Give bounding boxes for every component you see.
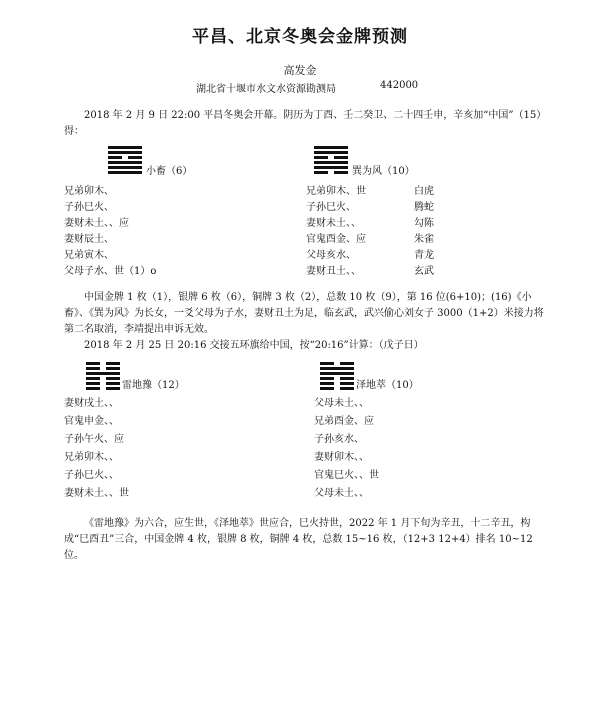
hex4-line-5: 官鬼巳火、、世 — [314, 470, 379, 481]
hex1-line-1: 兄弟卯木、 — [64, 186, 114, 197]
hex2-god-6: 玄武 — [414, 266, 434, 277]
yang-line-3 — [86, 372, 120, 375]
hex1-line-3: 妻财未土、、应 — [64, 218, 129, 229]
result-paragraph-2018: 中国金牌 1 枚（1），银牌 6 枚（6），铜牌 3 枚（2），总数 10 枚（9），第 16 位(6+10)；(16)《小畜》、《巽为风》为长女，一爻父母为子水，妻财丑土为足，临玄武，武兴偷心刘女子 3000（1+2）米接力将第二名取消，李靖提出申诉无效。 — [64, 292, 544, 335]
yang-line-1 — [314, 146, 348, 149]
hex1-line-4: 妻财辰土、 — [64, 234, 114, 245]
hex2-god-1: 白虎 — [414, 186, 434, 197]
hex2-god-4: 朱雀 — [414, 234, 434, 245]
yang-line-5 — [314, 166, 348, 169]
hex2-line-3: 妻财未土、、 — [306, 218, 361, 229]
author-affiliation: 湖北省十堰市水文水资源勘测局 — [196, 84, 336, 95]
article-title: 平昌、北京冬奥会金牌预测 — [192, 27, 408, 47]
hex3-line-2: 官鬼申金、、 — [64, 416, 119, 427]
hex4-line-4: 妻财卯木、、 — [314, 452, 369, 463]
hex3-line-3: 子孙午火、应 — [64, 434, 124, 445]
yin-line-1 — [320, 362, 354, 365]
hexagram-zedicui-symbol — [320, 362, 354, 392]
hexagram-xiaoxu-symbol — [108, 146, 142, 176]
hexagram-xiaoxu-name: 小畜（6） — [146, 166, 193, 177]
yang-line-5 — [108, 166, 142, 169]
yin-line-5 — [320, 382, 354, 385]
postal-code: 442000 — [380, 80, 419, 91]
yin-line-6 — [314, 171, 348, 174]
yin-line-6 — [320, 387, 354, 390]
hex2-line-4: 官鬼酉金、应 — [306, 234, 366, 245]
hex1-line-5: 兄弟寅木、 — [64, 250, 114, 261]
hex4-line-1: 父母未土、、 — [314, 398, 369, 409]
forecast-paragraph-2022: 《雷地豫》为六合，应生世，《泽地萃》世应合，巳火持世，2022 年 1 月下旬为辛丑，十二辛丑，构成“巳酉丑”三合，中国金牌 4 枚，银牌 8 枚，铜牌 4 枚，总数 15~16 枚，（12+3 12+4）排名 10~12 位。 — [64, 518, 533, 561]
yang-line-4 — [314, 161, 348, 164]
yang-line-6 — [108, 171, 142, 174]
yang-line-2 — [320, 367, 354, 370]
hex2-line-6: 妻财丑土、、 — [306, 266, 361, 277]
yang-line-2 — [314, 151, 348, 154]
hexagram-leidiyu-name: 雷地豫（12） — [122, 380, 185, 391]
hex3-line-1: 妻财戌土、、 — [64, 398, 119, 409]
yin-line-4 — [320, 377, 354, 380]
yang-line-1 — [108, 146, 142, 149]
hex4-line-3: 子孙亥水、 — [314, 434, 364, 445]
hex3-line-5: 子孙巳火、、 — [64, 470, 119, 481]
hex2-line-1: 兄弟卯木、世 — [306, 186, 366, 197]
intro-paragraph: 2018 年 2 月 9 日 22:00 平昌冬奥会开幕。阴历为丁酉、壬二癸卫、二十四壬申，辛亥加“中国”（15）得： — [64, 110, 542, 137]
yin-line-1 — [86, 362, 120, 365]
hex4-line-2: 兄弟酉金、应 — [314, 416, 374, 427]
hex1-line-6: 父母子水、世（1）o — [64, 266, 157, 277]
yang-line-3 — [320, 372, 354, 375]
yin-line-4 — [86, 377, 120, 380]
hex2-god-5: 青龙 — [414, 250, 434, 261]
yin-line-2 — [86, 367, 120, 370]
yang-line-4 — [108, 161, 142, 164]
hex3-line-4: 兄弟卯木、、 — [64, 452, 119, 463]
hex2-line-2: 子孙巳火、 — [306, 202, 356, 213]
hexagram-xunweifeng-symbol — [314, 146, 348, 176]
yin-line-6 — [86, 387, 120, 390]
yin-line-3 — [108, 156, 142, 159]
yin-line-5 — [86, 382, 120, 385]
yang-line-2 — [108, 151, 142, 154]
hex4-line-6: 父母未土、、 — [314, 488, 369, 499]
hex2-god-3: 勾陈 — [414, 218, 434, 229]
hex3-line-6: 妻财未土、、世 — [64, 488, 129, 499]
handover-paragraph: 2018 年 2 月 25 日 20:16 交接五环旗给中国，按“20:16”计算：（戊子日） — [84, 340, 424, 351]
hexagram-xunweifeng-name: 巽为风（10） — [352, 166, 415, 177]
yin-line-3 — [314, 156, 348, 159]
hex2-line-5: 父母亥水、 — [306, 250, 356, 261]
author-name: 高发金 — [283, 64, 317, 77]
hexagram-leidiyu-symbol — [86, 362, 120, 392]
hexagram-zedicui-name: 泽地萃（10） — [356, 380, 419, 391]
hex1-line-2: 子孙巳火、 — [64, 202, 114, 213]
hex2-god-2: 腾蛇 — [414, 202, 434, 213]
